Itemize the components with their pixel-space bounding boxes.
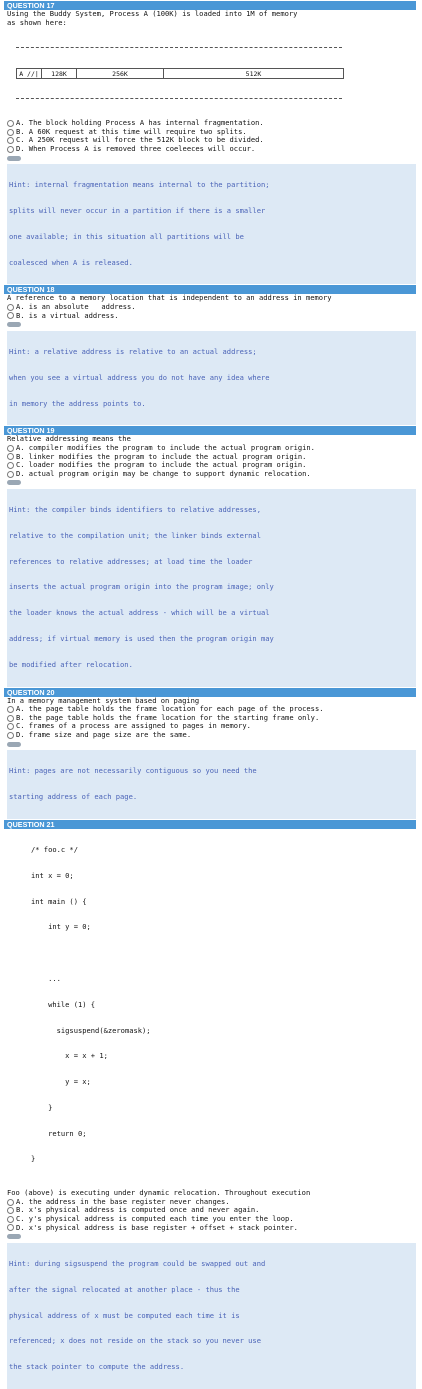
radio-icon[interactable] (7, 723, 14, 730)
code-line: int y = 0; (31, 922, 91, 932)
hint-line: after the signal relocated at another place - thus the (9, 1284, 240, 1294)
diagram-cell-128k: 128K (42, 69, 77, 78)
hint-line: relative to the compilation unit; the linker binds external (9, 530, 261, 540)
hint-line: coalesced when A is released. (9, 257, 133, 267)
option-label: B. linker modifies the program to include the actual program origin. (16, 451, 307, 461)
question-20-header: QUESTION 20 (4, 688, 416, 697)
hint-line: references to relative addresses; at load time the loader (9, 556, 253, 566)
question-19-prompt: Relative addressing means the (7, 434, 131, 444)
buddy-memory-diagram (10, 31, 416, 115)
question-17-prompt-line-1: Using the Buddy System, Process A (100K) is loaded into 1M of memory (7, 9, 298, 18)
question-18-option-b[interactable] (7, 312, 416, 321)
question-21-option-a[interactable] (7, 1198, 416, 1207)
question-19-check-button[interactable] (7, 480, 21, 485)
option-label: B. x's physical address is computed once and never again. (16, 1205, 260, 1215)
hint-line: the loader knows the actual address - which will be a virtual (9, 608, 270, 618)
question-19-hint (7, 489, 416, 687)
question-17-hint (7, 164, 416, 284)
code-line: while (1) { (31, 999, 96, 1009)
question-17-check-button[interactable] (7, 156, 21, 161)
question-20-option-a[interactable] (7, 705, 416, 714)
question-20-body (4, 697, 416, 740)
buddy-table (16, 68, 344, 79)
hint-line: Hint: pages are not necessarily contiguous so you need the (9, 766, 257, 776)
radio-icon[interactable] (7, 137, 14, 144)
question-21-body (4, 829, 416, 1232)
hint-line: when you see a virtual address you do not have any idea where (9, 372, 270, 382)
hint-line: Hint: during sigsuspend the program could be swapped out and (9, 1259, 266, 1268)
question-19-option-d[interactable] (7, 470, 416, 479)
code-line: int x = 0; (31, 870, 74, 880)
hint-line: starting address of each page. (9, 792, 138, 802)
question-20-prompt: In a memory management system based on paging (7, 695, 200, 705)
radio-icon[interactable] (7, 120, 14, 127)
hint-line: address; if virtual memory is used then the program origin may (9, 634, 274, 644)
option-label: B. A 60K request at this time will require two splits. (16, 126, 247, 136)
radio-icon[interactable] (7, 462, 14, 469)
question-20-check-button[interactable] (7, 742, 21, 747)
code-line: } (31, 1154, 36, 1164)
diagram-bottom-border (16, 95, 342, 99)
radio-icon[interactable] (7, 706, 14, 713)
question-18-check-button[interactable] (7, 322, 21, 327)
radio-icon[interactable] (7, 129, 14, 136)
code-line: return 0; (31, 1128, 87, 1138)
radio-icon[interactable] (7, 1224, 14, 1231)
question-21-check-button[interactable] (7, 1234, 21, 1239)
question-19-header: QUESTION 19 (4, 426, 416, 435)
question-21-code-block (31, 829, 416, 1181)
question-20-option-d[interactable] (7, 731, 416, 740)
option-label: C. loader modifies the program to include the actual program origin. (16, 460, 307, 470)
spacer (7, 1181, 416, 1189)
question-17-body (4, 10, 416, 154)
question-18-header: QUESTION 18 (4, 285, 416, 294)
question-21-option-c[interactable] (7, 1215, 416, 1224)
code-line: } (31, 1102, 53, 1112)
hint-line: physical address of x must be computed each time it is (9, 1310, 240, 1320)
hint-line: inserts the actual program origin into the program image; only (9, 582, 274, 592)
option-label: A. compiler modifies the program to include the actual program origin. (16, 442, 315, 452)
question-17-prompt-line-2: as shown here: (7, 17, 67, 27)
question-17-header: QUESTION 17 (4, 1, 416, 10)
radio-icon[interactable] (7, 312, 14, 319)
question-21-header: QUESTION 21 (4, 820, 416, 829)
code-line: /* foo.c */ (31, 845, 78, 855)
radio-icon[interactable] (7, 1199, 14, 1206)
option-label: C. frames of a process are assigned to pages in memory. (16, 721, 251, 731)
option-label: B. the page table holds the frame location for the starting frame only. (16, 712, 320, 722)
hint-line: be modified after relocation. (9, 659, 133, 669)
radio-icon[interactable] (7, 1207, 14, 1214)
option-label: A. the page table holds the frame location for each page of the process. (16, 704, 324, 714)
option-label: D. x's physical address is base register + offset + stack pointer. (16, 1222, 298, 1232)
code-line (31, 949, 416, 958)
option-label: D. actual program origin may be change to support dynamic relocation. (16, 468, 311, 478)
radio-icon[interactable] (7, 445, 14, 452)
hint-line: Hint: internal fragmentation means internal to the partition; (9, 180, 270, 190)
option-label: A. the address in the base register never changes. (16, 1196, 230, 1206)
option-label: C. A 250K request will force the 512K block to be divided. (16, 135, 264, 145)
hint-line: the stack pointer to compute the address. (9, 1362, 185, 1372)
question-21-prompt: Foo (above) is executing under dynamic relocation. Throughout execution (7, 1188, 311, 1198)
radio-icon[interactable] (7, 471, 14, 478)
option-label: A. The block holding Process A has internal fragmentation. (16, 118, 264, 128)
diagram-top-border (16, 47, 342, 52)
code-line: ... (31, 974, 61, 983)
option-label: D. frame size and page size are the same. (16, 729, 192, 739)
hint-line: Hint: the compiler binds identifiers to relative addresses, (9, 505, 261, 515)
hint-line: referenced; x does not reside on the stack so you never use (9, 1336, 261, 1346)
question-18-hint (7, 331, 416, 426)
code-line: x = x + 1; (31, 1051, 108, 1061)
radio-icon[interactable] (7, 732, 14, 739)
diagram-cell-256k: 256K (77, 69, 164, 78)
question-20-option-c[interactable] (7, 722, 416, 731)
diagram-cell-512k: 512K (245, 69, 262, 78)
radio-icon[interactable] (7, 304, 14, 311)
radio-icon[interactable] (7, 715, 14, 722)
radio-icon[interactable] (7, 453, 14, 460)
code-line: int main () { (31, 896, 87, 906)
radio-icon[interactable] (7, 146, 14, 153)
question-18-prompt: A reference to a memory location that is independent to an address in memory (7, 293, 332, 303)
option-label: C. y's physical address is computed each time you enter the loop. (16, 1214, 294, 1224)
option-label: D. When Process A is removed three coeleeces will occur. (16, 143, 256, 153)
hint-line: one available; in this situation all partitions will be (9, 231, 244, 241)
question-21-option-d[interactable] (7, 1224, 416, 1233)
radio-icon[interactable] (7, 1216, 14, 1223)
hint-line: Hint: a relative address is relative to an actual address; (9, 347, 257, 357)
question-21-option-b[interactable] (7, 1206, 416, 1215)
question-18-body (4, 294, 416, 320)
hint-line: in memory the address points to. (9, 398, 146, 408)
quiz-page (4, 1, 416, 1389)
code-line: sigsuspend(&zeromask); (31, 1025, 151, 1035)
hint-line: splits will never occur in a partition if there is a smaller (9, 206, 266, 216)
question-21-hint (7, 1243, 416, 1389)
code-line: y = x; (31, 1077, 91, 1087)
question-19-body (4, 435, 416, 478)
question-20-hint (7, 750, 416, 819)
question-17-option-d[interactable] (7, 145, 416, 154)
option-label: A. is an absolute address. (16, 302, 136, 312)
diagram-cell-process-a: A //| (17, 69, 42, 78)
option-label: B. is a virtual address. (16, 310, 119, 320)
question-20-option-b[interactable] (7, 714, 416, 723)
